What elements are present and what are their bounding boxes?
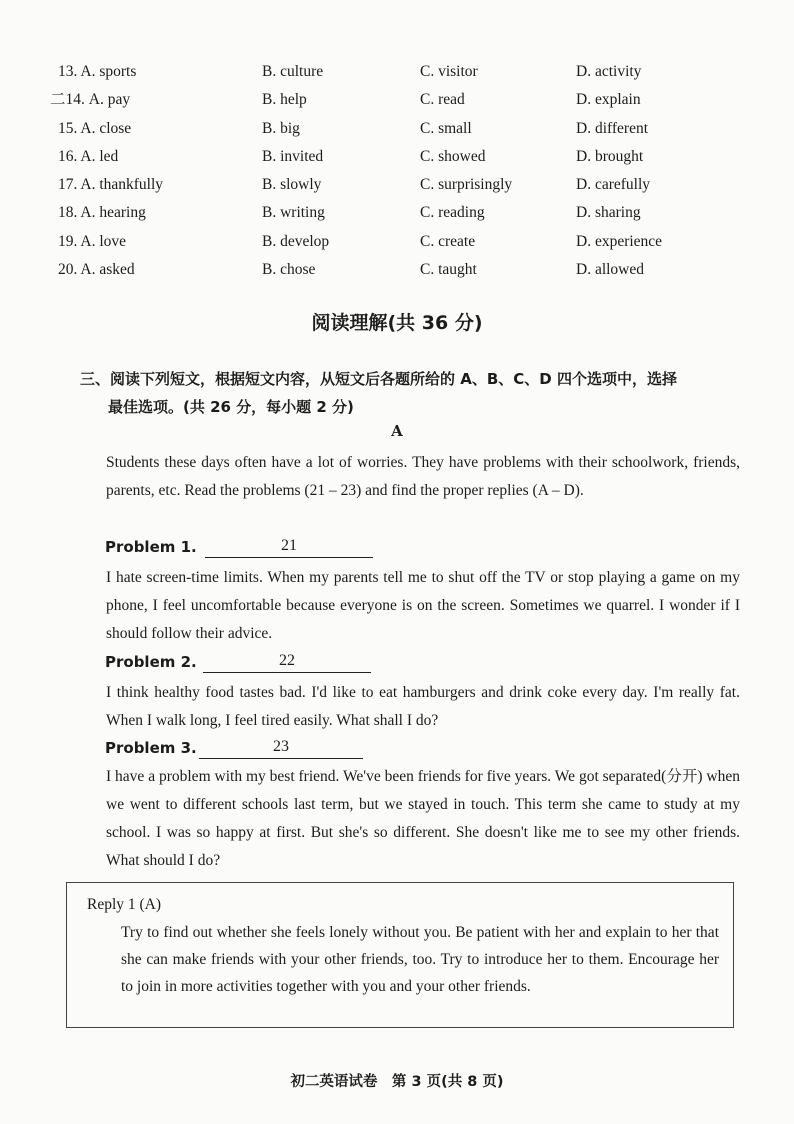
option-d: D. allowed [576, 261, 645, 279]
option-b: B. chose [262, 261, 316, 279]
problem-3-paragraph [68, 763, 740, 875]
option-d: D. explain [576, 91, 641, 109]
option-c: C. taught [420, 261, 477, 279]
option-c: C. small [420, 119, 472, 137]
reply-heading: Reply 1 (A) [87, 896, 162, 913]
option-d: D. experience [576, 232, 663, 250]
problem-1-paragraph [68, 564, 740, 648]
part-label: A [391, 422, 403, 440]
option-table [0, 58, 794, 284]
answer-blank-22: 22 [203, 650, 371, 673]
option-c: C. read [420, 91, 465, 109]
reply-box [66, 882, 734, 1028]
problem-label: Problem 1. [105, 538, 197, 556]
option-b: B. big [262, 119, 300, 137]
answer-blank-23: 23 [199, 736, 363, 759]
option-row [0, 171, 794, 199]
option-a: 20. A. asked [58, 261, 135, 279]
option-a: 16. A. led [58, 147, 119, 165]
option-a: 19. A. love [58, 232, 127, 250]
option-d: D. sharing [576, 204, 641, 222]
option-b: B. develop [262, 232, 330, 250]
option-a: 17. A. thankfully [58, 176, 164, 194]
option-c: C. reading [420, 204, 485, 222]
option-c: C. surprisingly [420, 176, 513, 194]
reply-body [83, 919, 719, 1000]
problem-text: I think healthy food tastes bad. I'd like to eat hamburgers and drink coke every day. I'm really fat. When I walk long, I feel tired easily. What shall I do? [106, 684, 740, 729]
option-row [0, 143, 794, 171]
option-b: B. slowly [262, 176, 322, 194]
option-row [0, 86, 794, 114]
option-row [0, 256, 794, 284]
option-a: 二14. A. pay [50, 91, 131, 109]
page-footer: 初二英语试卷 第 3 页(共 8 页) [290, 1074, 504, 1090]
problem-3-label [105, 736, 197, 760]
reply-text: Try to find out whether she feels lonely without you. Be patient with her and explain to her that she can make friends with your other friends, too. Try to introduce her to them. Encourage her to join in more activities together with you and your other friends. [121, 924, 719, 995]
problem-2-paragraph [68, 679, 740, 735]
problem-text: I hate screen-time limits. When my parents tell me to shut off the TV or stop playing a game on my phone, I feel uncomfortable because everyone is on the screen. Sometimes we quarrel. I wonder if I should follow their advice. [106, 569, 740, 642]
instructions-line-2: 最佳选项。(共 26 分，每小题 2 分) [108, 398, 354, 416]
option-d: D. brought [576, 147, 644, 165]
problem-label: Problem 3. [105, 739, 197, 757]
option-d: D. different [576, 119, 649, 137]
option-row [0, 228, 794, 256]
option-a: 13. A. sports [58, 63, 137, 80]
instructions-line-1: 三、阅读下列短文，根据短文内容，从短文后各题所给的 A、B、C、D 四个选项中，选择 [80, 370, 677, 388]
option-d: D. carefully [576, 176, 651, 194]
intro-paragraph [68, 449, 740, 505]
option-c: C. create [420, 232, 476, 250]
problem-label: Problem 2. [105, 653, 197, 671]
option-b: B. invited [262, 147, 324, 165]
option-c: C. visitor [420, 63, 478, 80]
section-title: 阅读理解(共 36 分) [311, 312, 483, 334]
answer-blank-21: 21 [205, 535, 373, 558]
problem-text: I have a problem with my best friend. We've been friends for five years. We got separated(分开) when we went to different schools last term, but we stayed in touch. This term she came to study at my school. I was so happy at first. But she's so different. She doesn't like me to see my other friends. What should I do? [106, 768, 740, 869]
option-row [0, 199, 794, 227]
option-b: B. culture [262, 63, 324, 80]
option-a: 15. A. close [58, 119, 132, 137]
intro-text: Students these days often have a lot of worries. They have problems with their schoolwork, friends, parents, etc. Read the problems (21 – 23) and find the proper replies (A – D). [106, 454, 740, 499]
instructions [80, 365, 748, 421]
option-a: 18. A. hearing [58, 204, 146, 222]
option-row [0, 58, 794, 86]
problem-1-label [105, 535, 197, 559]
option-b: B. help [262, 91, 307, 109]
option-c: C. showed [420, 147, 486, 165]
option-b: B. writing [262, 204, 325, 222]
option-row [0, 115, 794, 143]
problem-2-label [105, 650, 197, 674]
option-d: D. activity [576, 63, 642, 80]
